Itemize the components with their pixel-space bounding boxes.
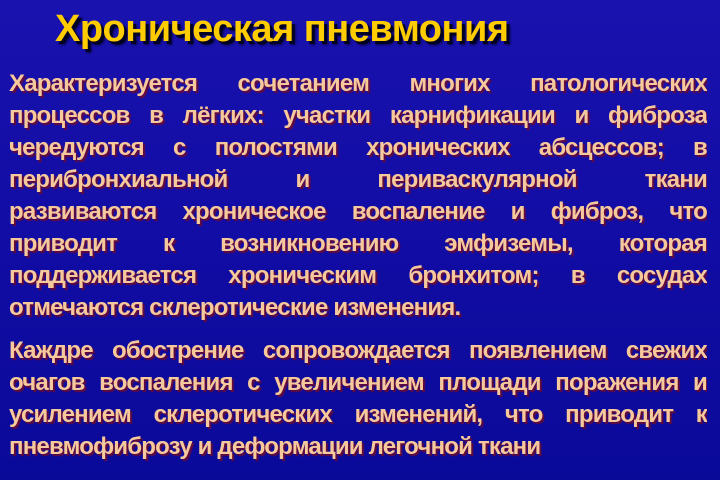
body-line: поддерживается хроническим бронхитом; в сосудах	[9, 262, 707, 289]
body-line: процессов в лёгких: участки карнификации и фиброза	[9, 102, 707, 129]
body-line: очагов воспаления с увеличением площади поражения и	[9, 369, 707, 396]
body-line: Характеризуется сочетанием многих патологических	[9, 70, 707, 97]
body-line: пневмофиброзу и деформации легочной ткани	[9, 433, 541, 460]
body-line: развиваются хроническое воспаление и фиброз, что	[9, 198, 707, 225]
slide-title: Хроническая пневмония	[55, 8, 509, 50]
paragraph-2	[9, 335, 707, 463]
body-line: чередуются с полостями хронических абсцессов; в	[9, 134, 707, 161]
body-line: усилением склеротических изменений, что приводит к	[9, 401, 707, 428]
body-line: отмечаются склеротические изменения.	[9, 294, 461, 321]
paragraph-1	[9, 68, 707, 324]
body-line: Каждре обострение сопровождается появлением свежих	[9, 337, 707, 364]
body-line: перибронхиальной и периваскулярной ткани	[9, 166, 707, 193]
slide-body	[9, 68, 707, 463]
body-line: приводит к возникновению эмфиземы, которая	[9, 230, 707, 257]
